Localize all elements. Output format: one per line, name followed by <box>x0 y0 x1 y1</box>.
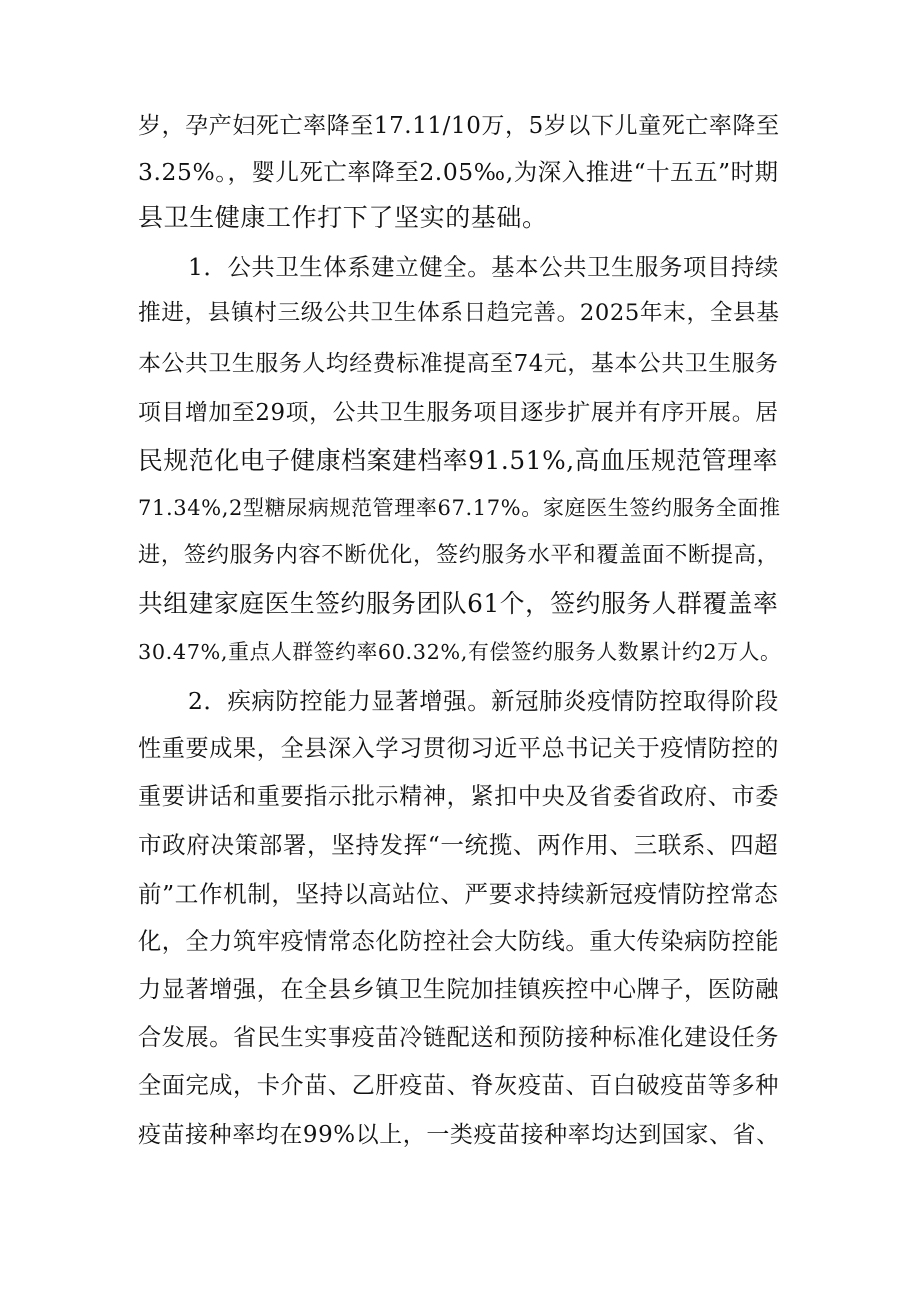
text-line: 市政府决策部署，坚持发挥“一统揽、两作用、三联系、四超 <box>138 831 779 859</box>
text-line: 民规范化电子健康档案建档率91.51%,高血压规范管理率 <box>138 446 778 475</box>
text-line: 性重要成果，全县深入学习贯彻习近平总书记关于疫情防控的 <box>138 736 779 762</box>
text-line: 力显著增强，在全县乡镇卫生院加挂镇疾控中心牌子，医防融 <box>138 977 779 1003</box>
text-line: 县卫生健康工作打下了坚实的基础。 <box>138 203 548 232</box>
text-line: 推进，县镇村三级公共卫生体系日趋完善。2025年末，全县基 <box>138 300 780 326</box>
text-line: 30.47%,重点人群签约率60.32%,有偿签约服务人数累计约2万人。 <box>138 640 782 664</box>
text-line: 3.25%。，婴儿死亡率降至2.05‰,为深入推进“十五五”时期 <box>138 158 779 186</box>
text-line: 全面完成，卡介苗、乙肝疫苗、脊灰疫苗、百白破疫苗等多种 <box>138 1073 779 1099</box>
text-line: 岁，孕产妇死亡率降至17.11/10万，5岁以下儿童死亡率降至 <box>138 113 780 139</box>
text-line: 共组建家庭医生签约服务团队61个，签约服务人群覆盖率 <box>138 589 779 618</box>
text-line: 疫苗接种率均在99%以上，一类疫苗接种率均达到国家、省、 <box>138 1122 780 1148</box>
paragraph-heading-line: 1．公共卫生体系建立健全。基本公共卫生服务项目持续 <box>188 253 779 281</box>
text-line: 前”工作机制，坚持以高站位、严要求持续新冠疫情防控常态 <box>138 880 779 908</box>
text-line: 化，全力筑牢疫情常态化防控社会大防线。重大传染病防控能 <box>138 929 779 955</box>
text-line: 重要讲话和重要指示批示精神，紧扣中央及省委省政府、市委 <box>138 784 779 810</box>
text-line: 合发展。省民生实事疫苗冷链配送和预防接种标准化建设任务 <box>138 1025 779 1051</box>
text-line: 进，签约服务内容不断优化，签约服务水平和覆盖面不断提高， <box>138 542 780 568</box>
text-line: 项目增加至29项，公共卫生服务项目逐步扩展并有序开展。居 <box>138 400 779 426</box>
text-line: 71.34%,2型糖尿病规范管理率67.17%。家庭医生签约服务全面推 <box>138 495 781 520</box>
text-line: 本公共卫生服务人均经费标准提高至74元，基本公共卫生服务 <box>138 351 779 377</box>
paragraph-heading-line: 2．疾病防控能力显著增强。新冠肺炎疫情防控取得阶段 <box>188 687 779 715</box>
